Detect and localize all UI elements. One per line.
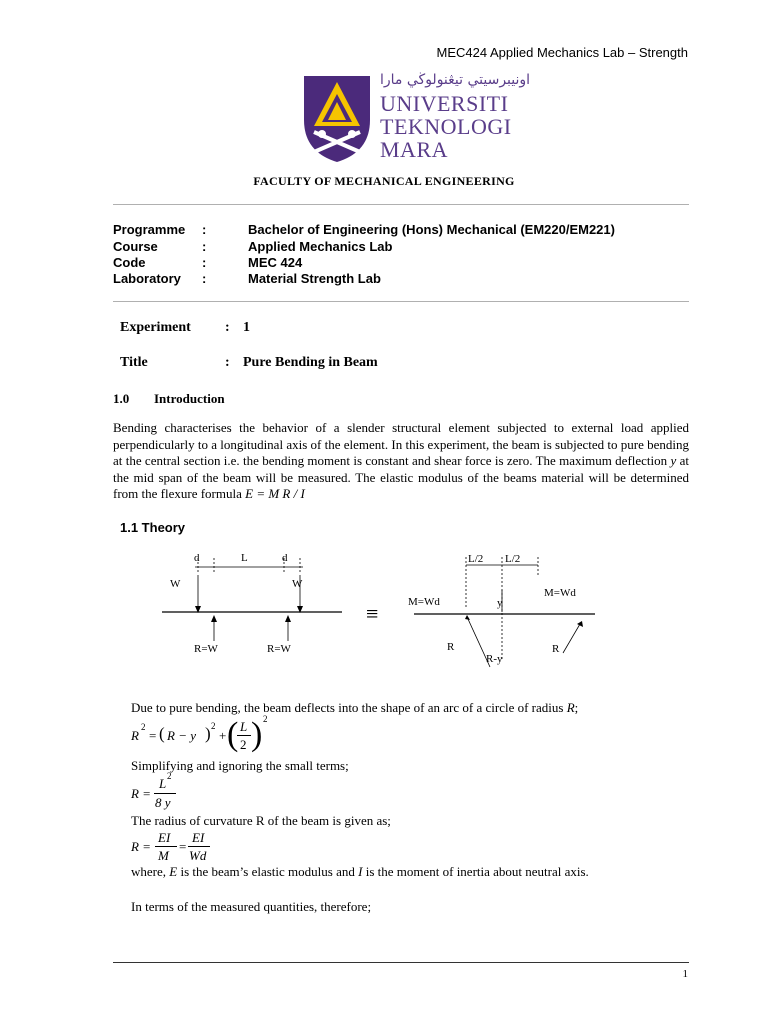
eq2-lhs: R bbox=[131, 786, 139, 801]
eq1-big-paren-open: ( bbox=[227, 716, 239, 753]
theory-title: 1.1 Theory bbox=[120, 520, 186, 535]
info-value: Applied Mechanics Lab bbox=[248, 239, 393, 254]
para-math-y: y bbox=[670, 453, 677, 468]
title-colon: : bbox=[225, 355, 230, 370]
eq1-frac-num: L bbox=[240, 719, 248, 734]
logo-line-2: TEKNOLOGI bbox=[380, 114, 512, 139]
eq3-num-1: EI bbox=[158, 830, 171, 845]
logo-wordmark bbox=[380, 92, 512, 161]
info-key: Laboratory bbox=[113, 271, 181, 286]
logo-arabic-text: اونيبرسيتي تيڠنولوڬي مارا bbox=[380, 72, 531, 88]
eq1-sup: 2 bbox=[141, 722, 146, 732]
info-key: Course bbox=[113, 239, 158, 254]
label-d1: d bbox=[194, 552, 200, 564]
text: is the beam’s elastic modulus and bbox=[177, 864, 359, 879]
university-logo bbox=[300, 72, 531, 164]
eq3-den-1: M bbox=[158, 848, 169, 863]
text: Due to pure bending, the beam deflects into the shape of an arc of a circle of radius bbox=[131, 700, 567, 715]
beam-diagram bbox=[150, 545, 620, 675]
eq1-big-paren-close: ) bbox=[251, 716, 263, 753]
experiment-colon: : bbox=[225, 320, 230, 335]
info-value: MEC 424 bbox=[248, 255, 303, 270]
eq3-den-2: Wd bbox=[189, 848, 207, 863]
page-header: MEC424 Applied Mechanics Lab – Strength bbox=[436, 45, 688, 60]
info-value: Material Strength Lab bbox=[248, 271, 381, 286]
info-key: Code bbox=[113, 255, 146, 270]
label-R-right: R bbox=[552, 643, 560, 655]
eq1-frac-bar bbox=[237, 735, 251, 736]
divider-info bbox=[113, 301, 689, 302]
label-d2: d bbox=[282, 552, 288, 564]
info-value: Bachelor of Engineering (Hons) Mechanical (EM220/EM221) bbox=[248, 222, 615, 237]
page-number: 1 bbox=[682, 968, 688, 980]
eq1-plus: + bbox=[219, 728, 227, 743]
label-R: R bbox=[447, 641, 455, 653]
footer-divider bbox=[113, 962, 689, 963]
label-moment-left: M=Wd bbox=[408, 596, 440, 608]
eq1-frac-den: 2 bbox=[240, 737, 247, 752]
theory-line-2: Simplifying and ignoring the small terms; bbox=[131, 758, 349, 773]
equivalent-symbol: ≡ bbox=[366, 601, 379, 626]
theory-line-3: The radius of curvature R of the beam is given as; bbox=[131, 813, 391, 828]
eq3-bar-2 bbox=[188, 846, 210, 847]
logo-line-1: UNIVERSITI bbox=[380, 91, 509, 116]
info-key: Programme bbox=[113, 222, 186, 237]
label-half-1: L/2 bbox=[468, 553, 484, 565]
para-text: at the mid span of the beam will be measured. The elastic modulus of the beams material will be determined from the flexure formula bbox=[113, 453, 689, 501]
eq1-paren-close: ) bbox=[205, 724, 211, 743]
eq1-equals: = bbox=[149, 728, 157, 743]
label-R1: R=W bbox=[194, 643, 218, 655]
eq3-equals-1: = bbox=[143, 839, 151, 854]
logo-line-3: MARA bbox=[380, 137, 449, 162]
label-y: y bbox=[497, 597, 503, 609]
eq1-sup-3: 2 bbox=[263, 714, 268, 724]
theory-line-5: In terms of the measured quantities, therefore; bbox=[131, 899, 372, 914]
eq2-num: L bbox=[159, 776, 167, 791]
math-E: E bbox=[169, 864, 178, 879]
section-title: Introduction bbox=[154, 391, 225, 406]
experiment-label: Experiment bbox=[120, 320, 191, 335]
flexure-formula: E = M R / I bbox=[245, 486, 305, 501]
label-R-minus-y: R-y bbox=[486, 653, 503, 665]
theory-line-1 bbox=[131, 700, 578, 716]
label-W2: W bbox=[292, 578, 303, 590]
eq3-bar-1 bbox=[155, 846, 177, 847]
text: where, bbox=[131, 864, 170, 879]
eq1-lhs: R bbox=[131, 728, 139, 743]
info-colon: : bbox=[202, 255, 207, 270]
eq1-middle: R − y bbox=[167, 728, 196, 743]
math-R: R bbox=[566, 700, 575, 715]
divider-top bbox=[113, 204, 689, 205]
eq2-den: 8 y bbox=[155, 795, 171, 810]
experiment-value: 1 bbox=[243, 320, 250, 335]
theory-line-4 bbox=[131, 864, 589, 880]
info-colon: : bbox=[202, 239, 207, 254]
info-colon: : bbox=[202, 271, 207, 286]
math-I: I bbox=[358, 864, 363, 879]
eq2-equals: = bbox=[143, 786, 151, 801]
label-R2: R=W bbox=[267, 643, 291, 655]
label-L: L bbox=[241, 552, 248, 564]
label-W1: W bbox=[170, 578, 181, 590]
faculty-title: FACULTY OF MECHANICAL ENGINEERING bbox=[253, 174, 515, 188]
text: ; bbox=[574, 700, 579, 715]
eq1-sup-2: 2 bbox=[211, 721, 216, 731]
title-label: Title bbox=[120, 355, 148, 370]
label-half-2: L/2 bbox=[505, 553, 521, 565]
eq2-num-sup: 2 bbox=[167, 771, 172, 781]
eq3-num-2: EI bbox=[192, 830, 205, 845]
title-value: Pure Bending in Beam bbox=[243, 355, 378, 370]
text: is the moment of inertia about neutral axis. bbox=[362, 864, 589, 879]
introduction-paragraph bbox=[113, 420, 689, 503]
label-moment-right: M=Wd bbox=[544, 587, 576, 599]
section-number: 1.0 bbox=[113, 391, 130, 406]
info-colon: : bbox=[202, 222, 207, 237]
eq3-lhs: R bbox=[131, 839, 139, 854]
para-text: Bending characterises the behavior of a slender structural element subjected to external load applied perpendicularly to a longitudinal axis of the element. In this experiment, the beam is subjected to pure bending at the central section i.e. the bending moment is constant and shear force is zero. The maximum deflection bbox=[113, 420, 689, 468]
eq3-equals-2: = bbox=[179, 839, 187, 854]
eq1-paren-open: ( bbox=[159, 724, 165, 743]
eq2-bar bbox=[154, 793, 176, 794]
